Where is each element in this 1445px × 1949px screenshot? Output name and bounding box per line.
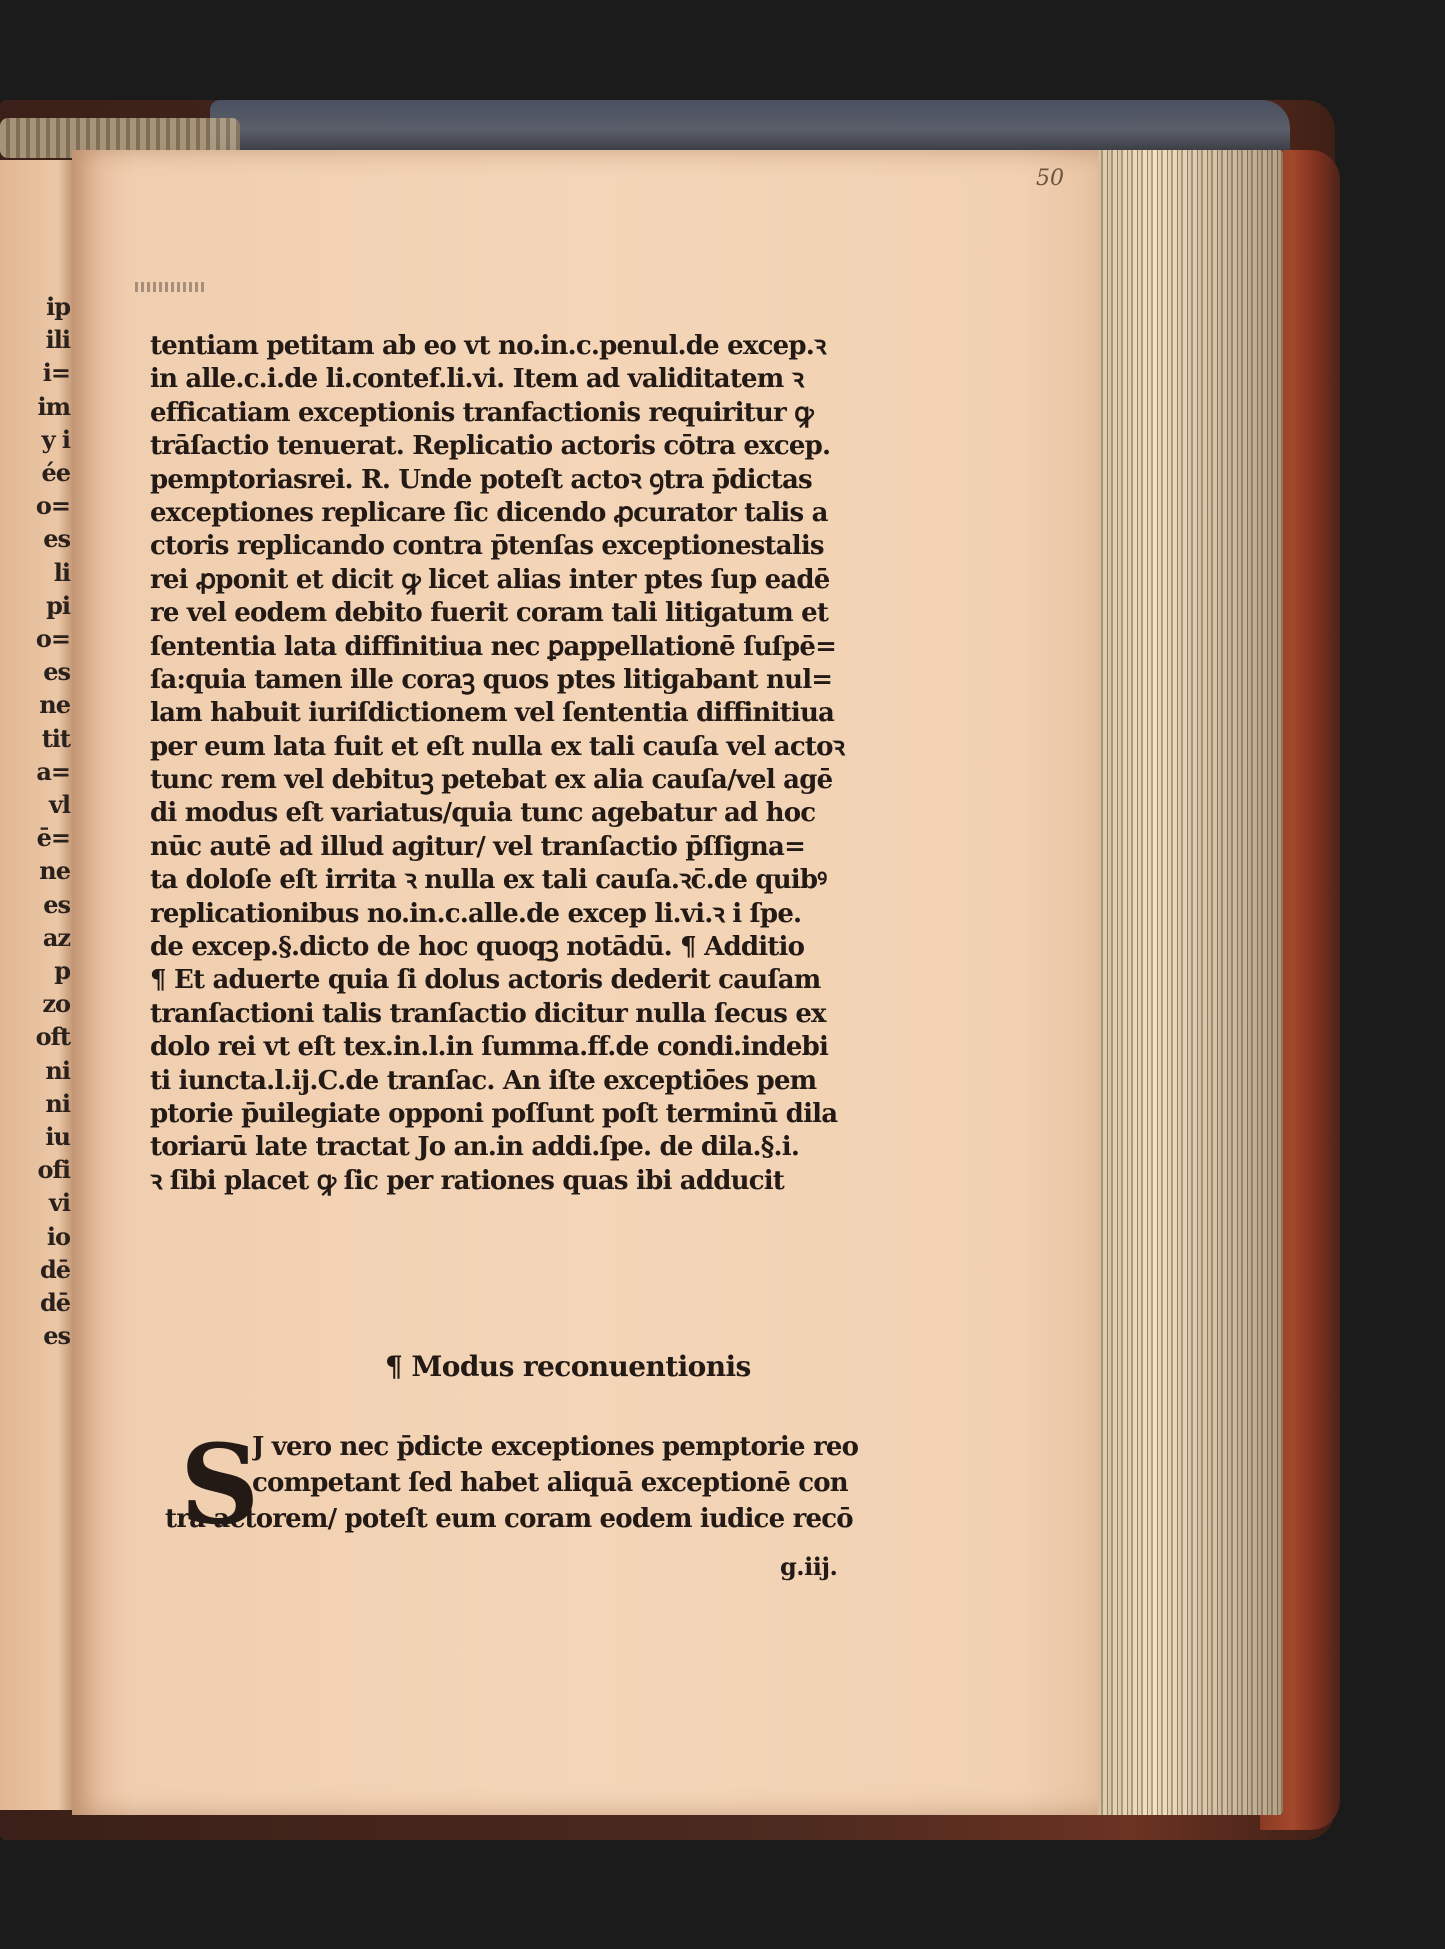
left-fragment-line: es — [43, 524, 70, 554]
left-fragment-line: pi — [46, 590, 70, 620]
text-line: ſententia lata diffinitiua nec ꝑappellationē ſuſpē= — [150, 631, 837, 662]
text-line: efficatiam exceptionis tranfactionis requiritur ꝙ — [150, 397, 813, 428]
folio-number: 50 — [1036, 166, 1064, 191]
page-edges-shadow — [1098, 150, 1283, 1815]
text-line: ¶ Et aduerte quia ſi dolus actoris dederit cauſam — [150, 965, 821, 996]
left-fragment-line: ni — [45, 1088, 70, 1118]
text-line: nūc autē ad illud agitur/ vel tranſactio p̄ſſigna= — [150, 831, 806, 862]
left-fragment-line: ē= — [36, 823, 70, 853]
left-fragment-line: i= — [42, 358, 70, 388]
left-fragment-line: o= — [35, 624, 70, 654]
left-fragment-line: im — [37, 391, 70, 421]
section-heading: ¶ Modus reconuentionis — [385, 1350, 751, 1383]
left-fragment-line: io — [46, 1221, 70, 1251]
left-fragment-line: ip — [46, 292, 70, 321]
text-line: ta doloſe eſt irrita ꝛ nulla ex tali cauſa.ꝛc̄.de quibꝰ — [150, 865, 827, 896]
text-line: re vel eodem debito fuerit coram tali litigatum et — [150, 598, 829, 629]
left-fragment-line: es — [43, 1321, 70, 1351]
text-line: ſa:quia tamen ille coraꝫ quos ptes litigabant nul= — [150, 664, 833, 695]
text-line: rei ꝓponit et dicit ꝙ licet alias inter ptes ſup eadē — [150, 564, 830, 595]
text-line: in alle.c.i.de li.contef.li.vi. Item ad validitatem ꝛ — [150, 364, 804, 395]
text-line: exceptiones replicare ſic dicendo ꝓcurator talis a — [150, 497, 828, 528]
left-fragment-line: a= — [36, 756, 70, 786]
left-fragment-line: ée — [41, 458, 70, 488]
left-page-text-fragments — [0, 290, 70, 1353]
left-fragment-line: az — [42, 922, 70, 952]
left-fragment-line: dē — [39, 1288, 70, 1318]
left-fragment-line: ni — [45, 1055, 70, 1085]
text-line: ꝛ ſibi placet ꝙ ſic per rationes quas ibi adducit — [150, 1165, 785, 1196]
text-line: per eum lata fuit et eſt nulla ex tali cauſa vel actoꝛ — [150, 731, 845, 762]
text-line: toriarū late tractat Jo an.in addi.ſpe. de dila.§.i. — [150, 1132, 800, 1163]
paragraph-line: J vero nec p̄dicte exceptiones pemptorie reo — [252, 1432, 859, 1462]
left-fragment-line: y i — [41, 424, 70, 454]
text-line: ti iuncta.l.ij.C.de tranſac. An iſte exceptiōes pem — [150, 1065, 817, 1096]
left-fragment-line: li — [53, 557, 70, 587]
ink-smudge — [135, 282, 205, 292]
left-fragment-line: tit — [41, 723, 70, 753]
paragraph-lines — [252, 1432, 932, 1504]
left-fragment-line: ne — [39, 690, 70, 720]
text-line: tunc rem vel debituꝫ petebat ex alia cauſa/vel agē — [150, 765, 833, 796]
drop-capital: S — [180, 1420, 260, 1549]
text-line: replicationibus no.in.c.alle.de excep li.vi.ꝛ i ſpe. — [150, 898, 802, 929]
main-text-block — [150, 330, 930, 1198]
left-fragment-line: oft — [35, 1022, 70, 1052]
text-line: tentiam petitam ab eo vt no.in.c.penul.de excep.ꝛ — [150, 331, 826, 361]
left-fragment-line: vl — [48, 790, 70, 820]
left-fragment-line: vi — [48, 1188, 70, 1218]
text-line: de excep.§.dicto de hoc quoqꝫ notādū. ¶ Additio — [150, 932, 805, 963]
text-line: pemptoriasrei. R. Unde poteſt actoꝛ ꝯtra p̄dictas — [150, 464, 812, 495]
left-fragment-line: es — [43, 889, 70, 919]
left-fragment-line: ne — [39, 856, 70, 886]
left-fragment-line: o= — [35, 491, 70, 521]
left-fragment-line: p — [54, 956, 70, 986]
left-fragment-line: es — [43, 657, 70, 687]
left-fragment-line: dē — [39, 1254, 70, 1284]
paragraph-last-line: tra actorem/ poteſt eum coram eodem iudice recō — [165, 1504, 853, 1534]
text-line: tranſactioni talis tranſactio dicitur nulla ſecus ex — [150, 998, 826, 1029]
left-fragment-line: iu — [45, 1122, 70, 1152]
text-line: di modus eſt variatus/quia tunc agebatur ad hoc — [150, 798, 816, 829]
left-fragment-line: ili — [45, 325, 70, 355]
text-line: dolo rei vt eſt tex.in.l.in ſumma.ff.de condi.indebi — [150, 1032, 829, 1063]
left-fragment-line: ofi — [37, 1155, 70, 1185]
signature-mark: g.iij. — [780, 1552, 838, 1581]
left-fragment-line: zo — [42, 989, 70, 1019]
text-line: lam habuit iuriſdictionem vel ſententia diffinitiua — [150, 698, 835, 729]
text-line: ctoris replicando contra p̄tenſas exceptionestalis — [150, 531, 824, 562]
paragraph-line: competant ſed habet aliquā exceptionē con — [252, 1468, 848, 1498]
text-line: ptorie p̄uilegiate opponi poſſunt poſt terminū dila — [150, 1098, 838, 1129]
text-line: trāſactio tenuerat. Replicatio actoris cōtra excep. — [150, 431, 831, 462]
